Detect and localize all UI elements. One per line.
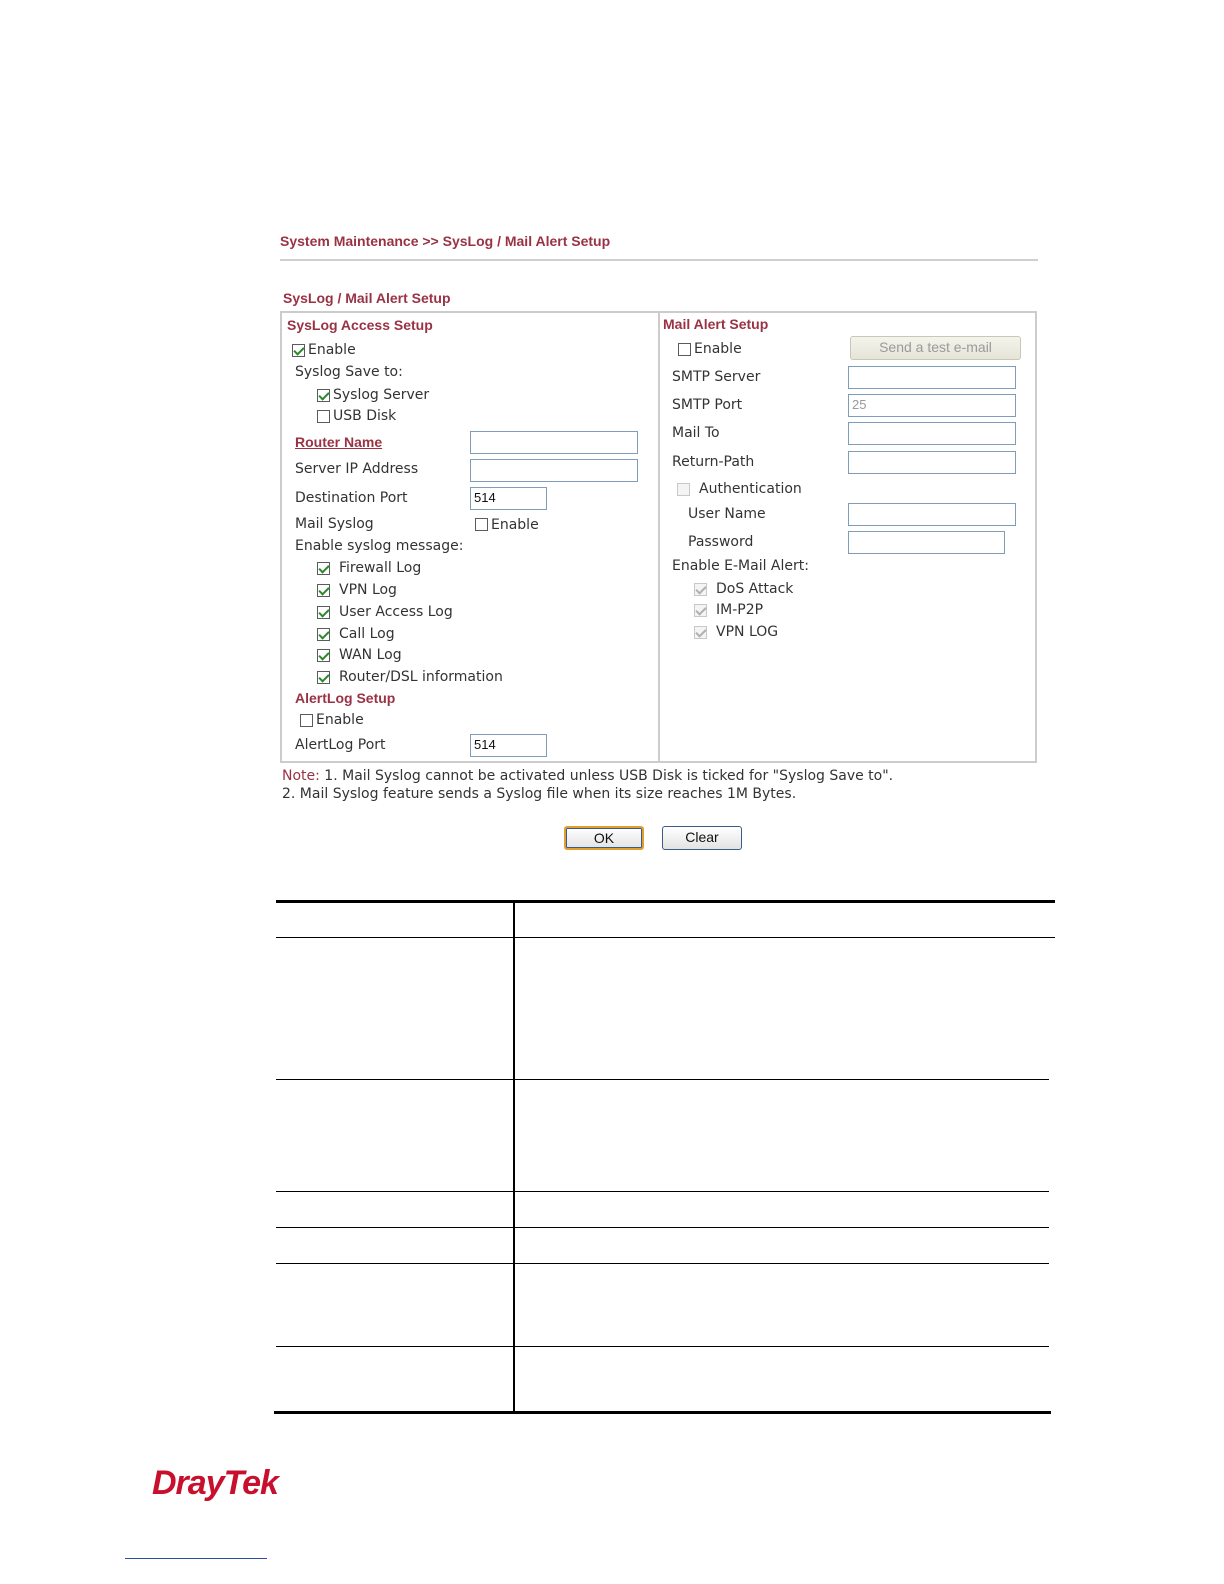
dos-attack-checkbox[interactable]	[694, 583, 707, 596]
im-p2p-label: IM-P2P	[716, 602, 764, 618]
panel-divider	[658, 311, 660, 763]
syslog-server-label: Syslog Server	[333, 387, 430, 403]
table-row-divider	[276, 1263, 1049, 1264]
note-line-1	[282, 768, 893, 784]
usb-disk-checkbox[interactable]	[317, 410, 330, 423]
password-label: Password	[688, 534, 754, 550]
vpn-log-alert-checkbox[interactable]	[694, 626, 707, 639]
syslog-save-to-label: Syslog Save to:	[295, 364, 403, 380]
return-path-input[interactable]	[848, 451, 1016, 474]
wan-log-checkbox[interactable]	[317, 649, 330, 662]
router-name-link[interactable]: Router Name	[295, 434, 383, 450]
alertlog-port-input[interactable]: 514	[470, 734, 547, 757]
server-ip-input[interactable]	[470, 459, 638, 482]
draytek-logo: DrayTek	[152, 1464, 278, 1502]
mail-syslog-enable-label: Enable	[491, 517, 539, 533]
user-access-log-label: User Access Log	[339, 604, 453, 620]
mail-syslog-label: Mail Syslog	[295, 516, 374, 532]
table-column-divider	[513, 900, 515, 1412]
smtp-server-label: SMTP Server	[672, 369, 761, 385]
user-access-log-checkbox[interactable]	[317, 606, 330, 619]
table-header-divider	[276, 937, 1055, 938]
alertlog-enable-checkbox[interactable]	[300, 714, 313, 727]
firewall-log-label: Firewall Log	[339, 560, 422, 576]
alertlog-setup-title: AlertLog Setup	[295, 690, 396, 706]
user-name-input[interactable]	[848, 503, 1016, 526]
mail-to-input[interactable]	[848, 422, 1016, 445]
enable-email-alert-label: Enable E-Mail Alert:	[672, 558, 809, 574]
vpn-log-alert-label: VPN LOG	[716, 624, 779, 640]
syslog-access-title: SysLog Access Setup	[287, 317, 433, 333]
return-path-label: Return-Path	[672, 454, 755, 470]
syslog-server-checkbox[interactable]	[317, 389, 330, 402]
vpn-log-label: VPN Log	[339, 582, 397, 598]
mail-enable-label: Enable	[694, 341, 742, 357]
router-dsl-info-checkbox[interactable]	[317, 671, 330, 684]
destination-port-label: Destination Port	[295, 490, 408, 506]
table-row-divider	[276, 1191, 1049, 1192]
table-row-divider	[276, 1227, 1049, 1228]
footer-line	[125, 1558, 267, 1559]
call-log-checkbox[interactable]	[317, 628, 330, 641]
note-line-2: 2. Mail Syslog feature sends a Syslog file when its size reaches 1M Bytes.	[282, 786, 797, 802]
table-row-divider	[276, 1346, 1049, 1347]
mail-enable-checkbox[interactable]	[678, 343, 691, 356]
router-dsl-info-label: Router/DSL information	[339, 669, 503, 685]
user-name-label: User Name	[688, 506, 766, 522]
password-input[interactable]	[848, 531, 1005, 554]
syslog-enable-label: Enable	[308, 342, 356, 358]
authentication-checkbox[interactable]	[677, 483, 690, 496]
table-top-border	[276, 900, 1055, 903]
note-key: Note:	[282, 768, 320, 784]
alertlog-enable-label: Enable	[316, 712, 364, 728]
mail-to-label: Mail To	[672, 425, 720, 441]
destination-port-input[interactable]: 514	[470, 487, 547, 510]
note-line-1-text: 1. Mail Syslog cannot be activated unless USB Disk is ticked for "Syslog Save to".	[319, 768, 894, 784]
smtp-server-input[interactable]	[848, 366, 1016, 389]
firewall-log-checkbox[interactable]	[317, 562, 330, 575]
breadcrumb: System Maintenance >> SysLog / Mail Alert Setup	[280, 233, 611, 249]
table-row-divider	[276, 1079, 1049, 1080]
section-title: SysLog / Mail Alert Setup	[283, 290, 451, 306]
wan-log-label: WAN Log	[339, 647, 402, 663]
alertlog-port-label: AlertLog Port	[295, 737, 386, 753]
header-divider	[280, 259, 1038, 261]
syslog-enable-checkbox[interactable]	[292, 344, 305, 357]
server-ip-label: Server IP Address	[295, 461, 419, 477]
router-name-input[interactable]	[470, 431, 638, 454]
enable-syslog-message-label: Enable syslog message:	[295, 538, 464, 554]
dos-attack-label: DoS Attack	[716, 581, 794, 597]
ok-button[interactable]: OK	[564, 826, 644, 850]
usb-disk-label: USB Disk	[333, 408, 397, 424]
authentication-label: Authentication	[699, 481, 802, 497]
call-log-label: Call Log	[339, 626, 395, 642]
vpn-log-checkbox[interactable]	[317, 584, 330, 597]
table-bottom-border	[274, 1411, 1051, 1414]
smtp-port-label: SMTP Port	[672, 397, 743, 413]
send-test-email-button[interactable]: Send a test e-mail	[850, 336, 1021, 360]
clear-button[interactable]: Clear	[662, 826, 742, 850]
im-p2p-checkbox[interactable]	[694, 604, 707, 617]
mail-syslog-checkbox[interactable]	[475, 518, 488, 531]
smtp-port-input[interactable]: 25	[848, 394, 1016, 417]
mail-alert-title: Mail Alert Setup	[663, 316, 769, 332]
